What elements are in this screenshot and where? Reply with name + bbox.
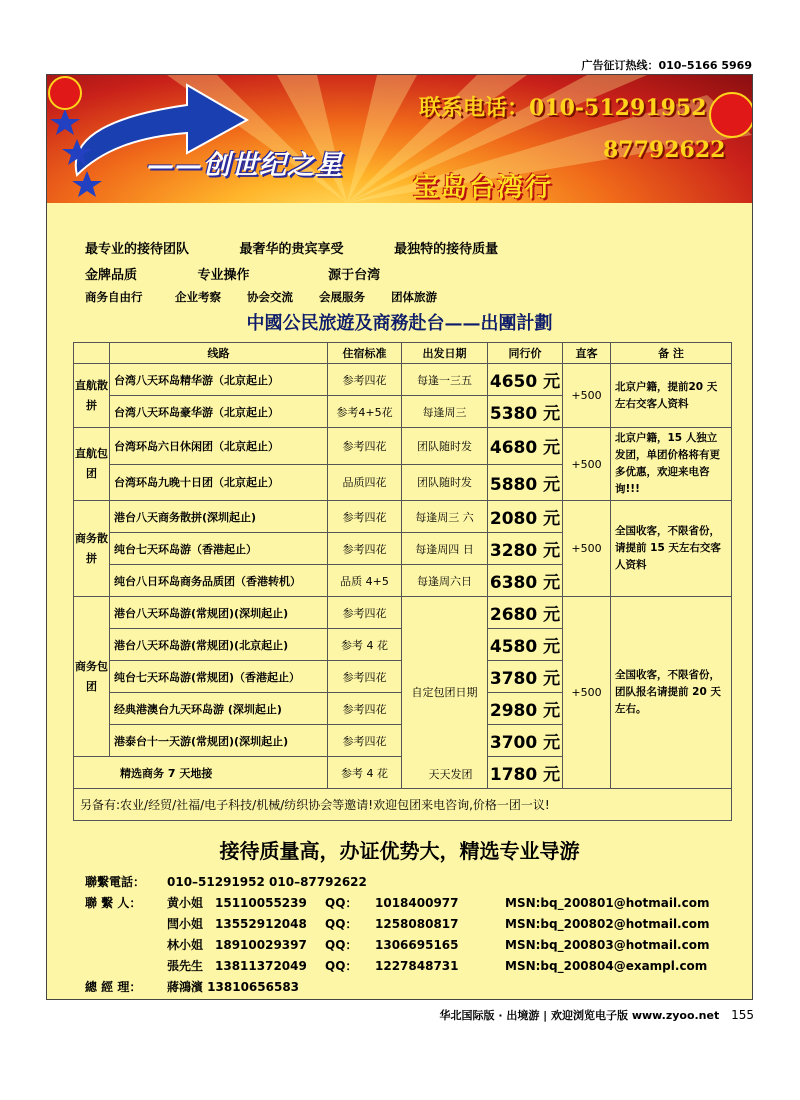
page-number: 155 xyxy=(731,1008,754,1022)
bottom-slogan: 接待质量高，办证优势大，精选专业导游 xyxy=(219,839,580,863)
table-row: 经典港澳台九天环岛游 (深圳起止) 参考四花 2980 元 xyxy=(74,693,732,725)
table-row: 纯台八日环岛商务品质团（香港转机） 品质 4+5 每逢周六日 6380 元 xyxy=(74,565,732,597)
category-cell: 直航包团 xyxy=(74,428,110,501)
slogan-line-2: 金牌品质 专业操作 源于台湾 xyxy=(85,268,381,283)
table-row: 商务散拼 港台八天商务散拼(深圳起止) 参考四花 每逢周三 六 2080 元 +500 全国收客，不限省份，请提前 15 天左右交客人资料 xyxy=(74,501,732,533)
table-row: 台湾环岛九晚十日团（北京起止） 品质四花 团队随时发 5880 元 xyxy=(74,464,732,501)
contact-person-row: 林小姐 18910029397 QQ： 1306695165 MSN:bq_200803@hotmail.com xyxy=(167,937,710,952)
table-row: 台湾八天环岛豪华游（北京起止） 参考4+5花 每逢周三 5380 元 xyxy=(74,396,732,428)
contact-phones: 聯繫電話： 010–51291952 010–87792622 xyxy=(85,874,367,889)
lantern-icon xyxy=(49,77,81,109)
table-row: 直航包团 台湾环岛六日休闲团（北京起止） 参考四花 团队随时发 4680 元 +500 北京户籍，15 人独立发团，单团价格将有更多优惠，欢迎来电咨询!!! xyxy=(74,428,732,465)
manager-row: 總 經 理： 蔣鴻濱 13810656583 xyxy=(85,980,300,994)
contact-phone-1: 联系电话：010-51291952 xyxy=(419,95,707,121)
table-row: 商务包团 港台八天环岛游(常规团)(深圳起止) 参考四花 自定包团日期 2680 元 +500 全国收客，不限省份，团队报名请提前 20 天左右。 xyxy=(74,597,732,629)
table-row: 港泰台十一天游(常规团)(深圳起止) 参考四花 3700 元 xyxy=(74,725,732,757)
product-title: 宝岛台湾行 xyxy=(413,173,554,203)
ad-page: ——创世纪之星 联系电话：010-51291952 87792622 宝岛台湾行 最专业的接待团队 最奢华的贵宾享受 最独特的接待质量 金牌品质 专业操作 源于台湾 商务自由行 企业考察 协会交流 会展服务 团体旅游 中國公民旅遊及商務赴台——出團計劃 线路 住宿标准 出发日期 同行价 直客 备 注 直航散拼 台湾八天环岛精华游（北京起止） 参考四花 每逢一三五 4650 元 +500 北京户籍，提前20 天左右交客人资料 台湾八天环岛豪华游（北京起止） 参考4+5花 每逢周三 5380 元 直航包团 台湾环岛六日休闲团（北京起止） 参考四花 团队随时发 4680 元 +500 北京户籍，15 人独立发团，单团价格将有更多优惠，欢迎来电咨询!!! 台湾环岛九晚十日团（北京起止） 品质四花 团队随时发 5880 元 商务散拼 港台八天商务散拼(深圳起止) 参考四花 每逢周三 六 2080 元 +500 全国收客，不限省份，请提前 15 天左右交客人资料 纯台七天环岛游（香港起止） 参考四花 每逢周四 日 3280 元 纯台八日环岛商务品质团（香港转机） 品质 4+5 每逢周六日 6380 元 商务包团 港台八天环岛游(常规团)(深圳起止) 参考四花 自定包团日期 2680 元 +500 全国收客，不限省份，团队报名请提前 20 天左右。 港台八天环岛游(常规团)(北京起止) 参考 4 花 4580 元 纯台七天环岛游(常规团)（香港起止） 参考四花 3780 元 经典港澳台九天环岛游 (深圳起止) 参考四花 2980 元 港泰台十一天游(常规团)(深圳起止) 参考四花 3700 元 精选商务 7 天地接 参考 4 花 1780 元 另备有:农业/经贸/社福/电子科技/机械/纺织协会等邀请!欢迎包团来电咨询,价格一团一议! 天天发团 接待质量高，办证优势大，精选专业导游 聯繫電話： 010–51291952 010–87792622 聯 繫 人： 黄小姐 15110055239 QQ： 1018400977 MSN:bq_200801@hotmail.com 閆小姐 13552912048 QQ： 1258080817 MSN:bq_200802@hotmail.com 林小姐 18910029397 QQ： 1306695165 MSN:bq_200803@hotmail.com 張先生 13811372049 QQ： 1227848731 MSN:bq_200804@exampl.com 總 經 理： 蔣鴻濱 13810656583 xyxy=(46,74,753,1000)
table-row: 港台八天环岛游(常规团)(北京起止) 参考 4 花 4580 元 xyxy=(74,629,732,661)
contact-person-row: 閆小姐 13552912048 QQ： 1258080817 MSN:bq_200802@hotmail.com xyxy=(167,916,710,931)
lantern-icon xyxy=(710,93,752,137)
ad-banner xyxy=(47,75,752,203)
table-row: 纯台七天环岛游(常规团)（香港起止） 参考四花 3780 元 xyxy=(74,661,732,693)
category-cell: 商务散拼 xyxy=(74,501,110,597)
contact-person-row: 張先生 13811372049 QQ： 1227848731 MSN:bq_200804@exampl.com xyxy=(167,958,708,973)
category-cell: 商务包团 xyxy=(74,597,110,757)
page-footer: 华北国际版 · 出境游 | 欢迎浏览电子版 www.zyoo.net 155 xyxy=(439,1008,754,1022)
star-icon xyxy=(50,109,80,135)
table-row: 精选商务 7 天地接 参考 4 花 1780 元 xyxy=(74,757,732,789)
itinerary-table xyxy=(73,342,732,821)
ad-hotline: 广告征订热线：010–5166 5969 xyxy=(581,59,752,72)
brand-name: ——创世纪之星 xyxy=(147,150,343,181)
plan-title: 中國公民旅遊及商務赴台——出團計劃 xyxy=(246,313,553,334)
other-services: 另备有:农业/经贸/社福/电子科技/机械/纺织协会等邀请!欢迎包团来电咨询,价格一团一议! xyxy=(74,789,732,821)
category-cell: 直航散拼 xyxy=(74,364,110,428)
contact-phone-2: 87792622 xyxy=(603,137,726,163)
table-row: 纯台七天环岛游（香港起止） 参考四花 每逢周四 日 3280 元 xyxy=(74,533,732,565)
slogan-line-1: 最专业的接待团队 最奢华的贵宾享受 最独特的接待质量 xyxy=(85,242,499,257)
table-row xyxy=(74,789,732,821)
contact-block xyxy=(85,871,753,997)
table-header: 线路 住宿标准 出发日期 同行价 直客 备 注 xyxy=(74,343,732,364)
contact-person-row: 聯 繫 人： 黄小姐 15110055239 QQ： 1018400977 MSN:bq_200801@hotmail.com xyxy=(85,895,710,910)
slogan-line-3: 商务自由行 企业考察 协会交流 会展服务 团体旅游 xyxy=(85,290,438,304)
table-row: 直航散拼 台湾八天环岛精华游（北京起止） 参考四花 每逢一三五 4650 元 +500 北京户籍，提前20 天左右交客人资料 xyxy=(74,364,732,396)
